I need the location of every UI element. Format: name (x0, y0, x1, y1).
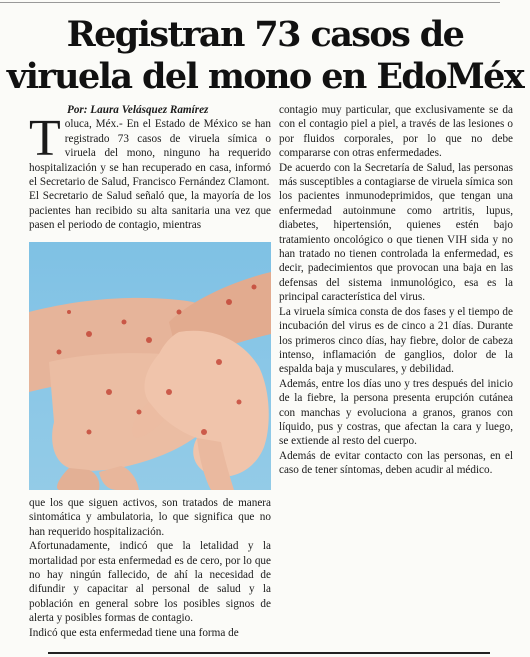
hands-illustration (29, 242, 271, 490)
left-column-top (29, 103, 271, 233)
left-paragraph-5: Indicó que esta enfermedad tiene una forma de (29, 626, 239, 639)
left-paragraph-4: Afortunadamente, indicó que la letalidad y la mortalidad por esta enfermedad es de cero, por lo que no hay ningún fallecido, de ahí la necesidad de difundir y capacitar al personal de salud y la población en general sobre los posibles signos de alerta y posibles formas de contagio. (29, 540, 271, 625)
top-rule (0, 2, 500, 3)
article-photo-hands (29, 242, 271, 490)
right-paragraph-3: La viruela símica consta de dos fases y el tiempo de incubación del virus es de cinco a 21 días. Durante los primeros cinco días, hay fiebre, dolor de cabeza intenso, inflamación de ganglios, dolor de la espalda baja y musculares, y debilidad. (279, 305, 513, 376)
right-paragraph-2 (279, 161, 513, 305)
headline: Registran 73 casos de viruela del mono en EdoMéx (6, 14, 524, 97)
left-paragraph-2: El Secretario de Salud señaló que, la mayoría de los pacientes han recibido su alta sanitaria una vez que pasen el periodo de contagio, mientras (29, 190, 271, 232)
left-paragraph-3: que los que siguen activos, son tratados de manera sintomática y ambulatoria, lo que significa que no han requerido hospitalización. (29, 497, 271, 538)
right-paragraph-2-text: De acuerdo con la Secretaría de Salud, las personas más susceptibles a contagiarse de viruela símica son los pacientes inmunodeprimidos, que tengan una enfermedad autoinmune como artritis, lupus, diabetes, hipertensión, quienes estén bajo tratamiento oncológico o que tienen VIH sida y no han tratado no tienen controlada la enfermedad, es decir, padecimientos que provocan una baja en las defensas del sistema inmunológico, esa es la principal característica del virus. (279, 161, 513, 304)
bottom-rule (48, 652, 490, 654)
left-column-bottom (29, 496, 271, 640)
right-paragraph-4: Además, entre los días uno y tres después del inicio de la fiebre, la persona presenta erupción cutánea con manchas y evoluciona a granos, granos con líquido, pus y costras, que afectan la cara y luego, se extiende al resto del cuerpo. (279, 377, 513, 448)
lead-text: oluca, Méx.- En el Estado de México se han registrado 73 casos de viruela símica o viruela del mono, ninguno ha requerido hospitalización y se han recuperado en casa, informó el Secretario de Salud, Francisco Fernández Clamont. (29, 118, 271, 189)
right-paragraph-5: Además de evitar contacto con las personas, en el caso de tener síntomas, deben acudir al médico. (279, 449, 513, 477)
dropcap: T (29, 110, 61, 168)
right-column (279, 103, 513, 478)
byline: Por: Laura Velásquez Ramírez (67, 104, 209, 116)
top-bar (0, 0, 530, 6)
right-paragraph-1: contagio muy particular, que exclusivamente se da con el contagio piel a piel, a través de las lesiones o por fluidos corporales, por lo que no debe compararse con otras enfermedades. (279, 104, 513, 160)
